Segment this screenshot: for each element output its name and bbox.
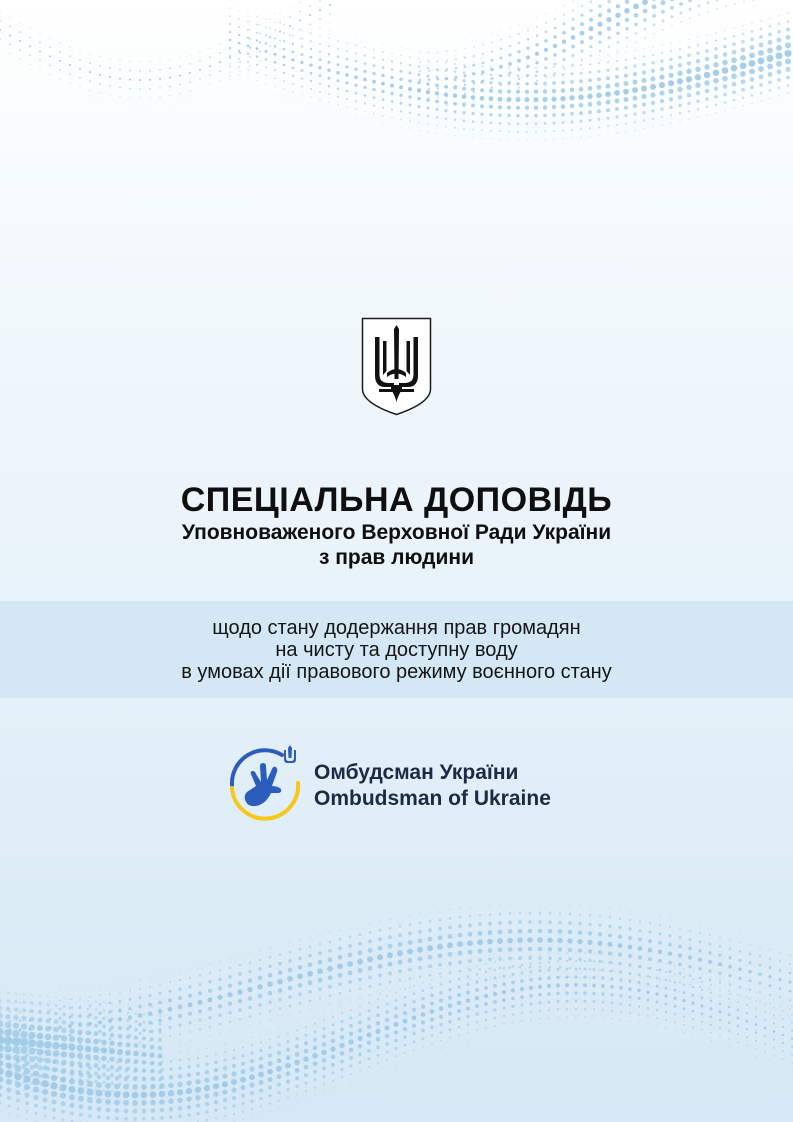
coat-of-arms-icon [361,317,432,416]
topic-line-2: на чисту та доступну воду [275,638,518,661]
report-subtitle-line-2: з прав людини [318,546,475,569]
ombudsman-logo-icon [226,744,304,822]
topic-line-1: щодо стану додержання прав громадян [212,616,581,639]
top-wave-dots [0,0,793,140]
report-title: СПЕЦІАЛЬНА ДОПОВІДЬ [180,481,613,519]
bottom-wave-dots [0,903,793,1122]
report-subtitle-line-1: Уповноваженого Верховної Ради України [181,521,612,544]
ombudsman-logo-text [314,760,551,812]
topic-band [0,601,793,698]
ombudsman-name-ukrainian: Омбудсман України [314,761,519,784]
topic-line-3: в умовах дії правового режиму воєнного стану [181,660,612,683]
ombudsman-name-english: Ombudsman of Ukraine [314,787,551,810]
report-title-block [0,480,793,570]
